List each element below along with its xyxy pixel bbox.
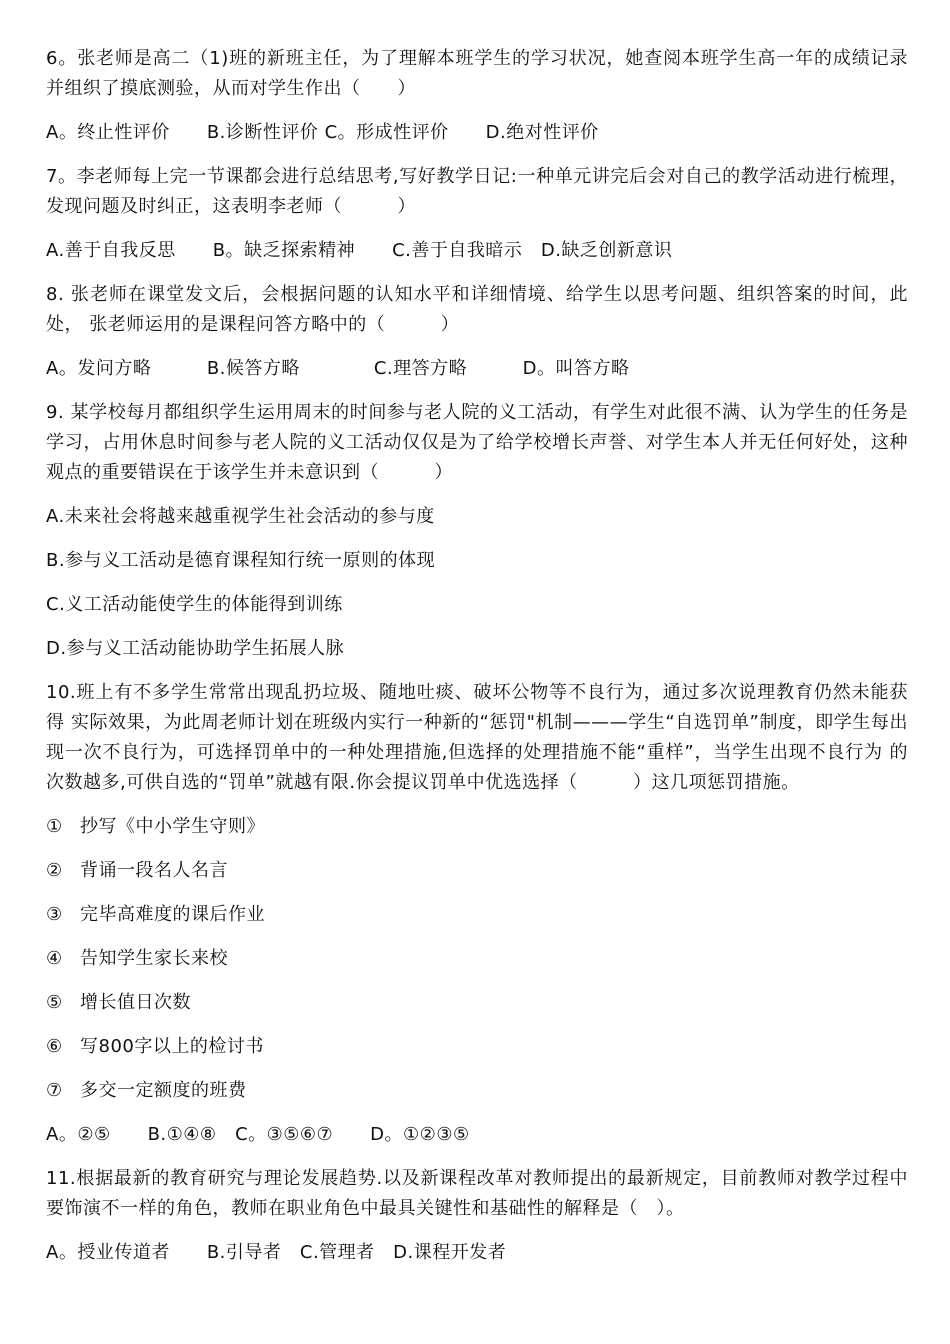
question-10-item [46, 856, 908, 886]
item-number: ④ [46, 948, 63, 969]
question-8-stem: 8. 张老师在课堂发文后，会根据问题的认知水平和详细情境、给学生以思考问题、组织答案的时间，此处， 张老师运用的是课程问答方略中的（ ） [46, 284, 908, 335]
question-7-options: A.善于自我反思 B。缺乏探索精神 C.善于自我暗示 D.缺乏创新意识 [46, 240, 673, 261]
question-10-item-list [46, 812, 908, 1106]
item-number: ⑥ [46, 1036, 63, 1057]
item-number: ⑤ [46, 992, 63, 1013]
question-11-stem: 11.根据最新的教育研究与理论发展趋势.以及新课程改革对教师提出的最新规定，目前教师对教学过程中 要饰演不一样的角色，教师在职业角色中最具关键性和基础性的解释是（ ）。 [46, 1168, 908, 1219]
question-9-option-b: B.参与义工活动是德育课程知行统一原则的体现 [46, 550, 436, 571]
question-6-stem: 6。张老师是高二（1)班的新班主任，为了理解本班学生的学习状况，她查阅本班学生高一年的成绩记录 并组织了摸底测验，从而对学生作出（ ） [46, 48, 908, 99]
question-10-item [46, 988, 908, 1018]
question-10-stem: 10.班上有不多学生常常出现乱扔垃圾、随地吐痰、破坏公物等不良行为，通过多次说理教育仍然未能获得 实际效果，为此周老师计划在班级内实行一种新的“惩罚"机制———学生“自选罚单”制度，即学生每出 现一次不良行为，可选择罚单中的一种处理措施,但选择的处理措施不能“重样”，当学生出现不良行为 的次数越多,可供自选的“罚单”就越有限.你会提议罚单中优选选择（ ）这几项惩罚措施。 [46, 682, 908, 793]
document-page [46, 44, 908, 1282]
item-number: ⑦ [46, 1080, 63, 1101]
item-text: 多交一定额度的班费 [80, 1080, 247, 1101]
item-text: 增长值日次数 [80, 992, 191, 1013]
item-text: 抄写《中小学生守则》 [80, 816, 265, 837]
item-text: 告知学生家长来校 [80, 948, 228, 969]
question-6-options: A。终止性评价 B.诊断性评价 C。形成性评价 D.绝对性评价 [46, 122, 599, 143]
question-10-item [46, 812, 908, 842]
question-10-options: A。②⑤ B.①④⑧ C。③⑤⑥⑦ D。①②③⑤ [46, 1124, 470, 1145]
item-text: 背诵一段名人名言 [80, 860, 228, 881]
question-10-item [46, 900, 908, 930]
question-10-item [46, 1032, 908, 1062]
question-9-option-d: D.参与义工活动能协助学生拓展人脉 [46, 638, 345, 659]
question-10-item [46, 944, 908, 974]
item-number: ③ [46, 904, 63, 925]
item-text: 完毕高难度的课后作业 [80, 904, 265, 925]
question-7-stem: 7。李老师每上完一节课都会进行总结思考,写好教学日记:一种单元讲完后会对自己的教学活动进行梳理， 发现问题及时纠正，这表明李老师（ ） [46, 166, 908, 217]
question-9-option-c: C.义工活动能使学生的体能得到训练 [46, 594, 343, 615]
question-11-options: A。授业传道者 B.引导者 C.管理者 D.课程开发者 [46, 1242, 507, 1263]
item-number: ② [46, 860, 63, 881]
question-8-options: A。发问方略 B.候答方略 C.理答方略 D。叫答方略 [46, 358, 630, 379]
item-text: 写800字以上的检讨书 [80, 1036, 264, 1057]
question-9-option-a: A.未来社会将越来越重视学生社会活动的参与度 [46, 506, 435, 527]
item-number: ① [46, 816, 63, 837]
question-9-stem: 9. 某学校每月都组织学生运用周末的时间参与老人院的义工活动，有学生对此很不满、认为学生的任务是 学习，占用休息时间参与老人院的义工活动仅仅是为了给学校增长声誉、对学生本人并无任何好处，这种 观点的重要错误在于该学生并未意识到（ ） [46, 402, 908, 483]
question-10-item [46, 1076, 908, 1106]
